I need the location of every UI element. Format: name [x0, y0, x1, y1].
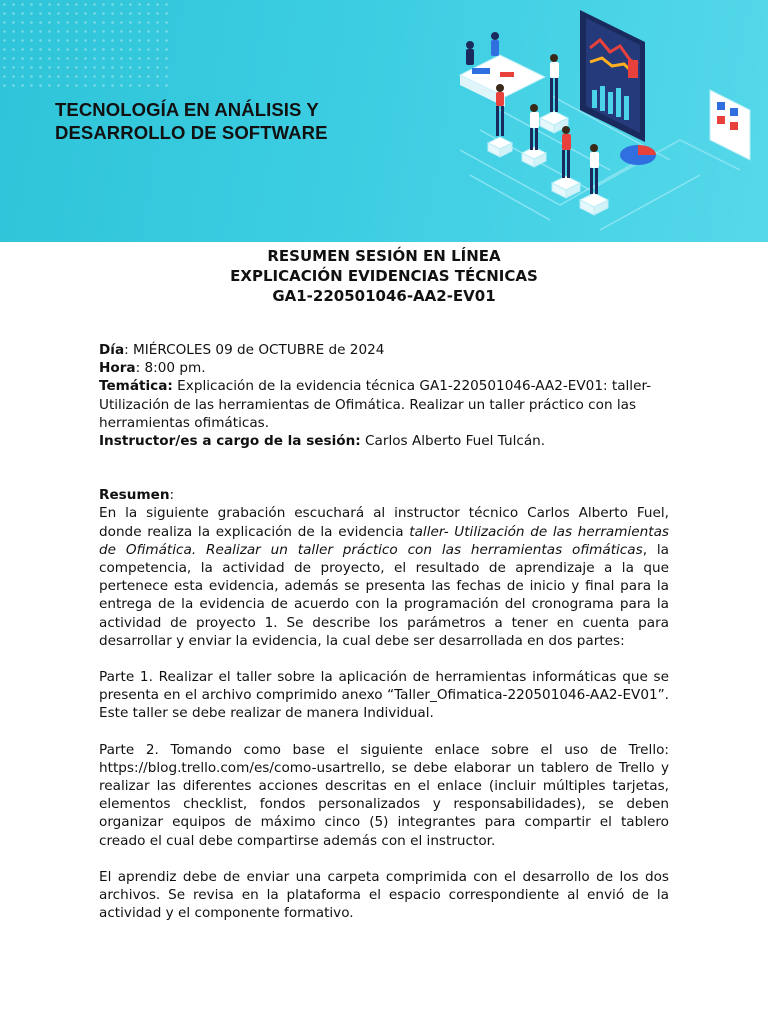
program-title-line1: TECNOLOGÍA EN ANÁLISIS Y — [55, 99, 319, 120]
resumen-colon: : — [169, 487, 175, 504]
program-title-line2: DESARROLLO DE SOFTWARE — [55, 122, 328, 143]
dot-pattern — [0, 0, 170, 90]
instructor-value: Carlos Alberto Fuel Tulcán. — [360, 433, 546, 450]
tematica-label: Temática: — [99, 378, 173, 395]
resumen-label: Resumen — [99, 487, 170, 504]
program-title — [55, 98, 328, 144]
dia-label: Día — [99, 342, 125, 358]
parte2-paragraph: Parte 2. Tomando como base el siguiente enlace sobre el uso de Trello: https://blog.trello.com/es/como-usartrello, se debe elaborar un tablero de Trello y realizar las diferentes acciones descritas en el enlace (incluir múltiples tarjetas, elementos checklist, fondos personalizados y responsabilidades), se deben organizar equipos de máximo cinco (5) integrantes para compartir el tablero creado el cual debe compartirse además con el instructor. — [99, 741, 669, 849]
resumen-paragraph — [99, 504, 669, 650]
hora-row — [99, 359, 669, 377]
resumen-text-b: , la competencia, la actividad de proyecto, el resultado de aprendizaje a la que pertenece esta evidencia, además se presenta las fechas de inicio y final para la entrega de la evidencia de acuerdo con la programación del cronograma para la actividad de proyecto 1. Se describe los parámetros a tener en cuenta para desarrollar y enviar la evidencia, la cual debe ser desarrollada en dos partes: — [99, 541, 670, 649]
header-line3: GA1-220501046-AA2-EV01 — [272, 287, 496, 305]
header-line1: RESUMEN SESIÓN EN LÍNEA — [267, 247, 501, 265]
dia-value: : MIÉRCOLES 09 de OCTUBRE de 2024 — [124, 342, 385, 358]
document-body — [99, 341, 669, 922]
resumen-evidence-title: taller- Utilización de las herramientas de Ofimática. Realizar un taller práctico con las herramientas ofimáticas — [99, 523, 669, 558]
header-line2: EXPLICACIÓN EVIDENCIAS TÉCNICAS — [230, 267, 538, 285]
tematica-row — [99, 377, 669, 432]
hora-label: Hora — [99, 360, 136, 377]
resumen-heading — [99, 486, 669, 504]
header-banner — [0, 0, 768, 242]
cierre-paragraph: El aprendiz debe de enviar una carpeta comprimida con el desarrollo de los dos archivos. Se revisa en la plataforma el espacio correspondiente al envió de la actividad y el componente formativo. — [99, 868, 669, 922]
dia-row — [99, 341, 669, 359]
resumen-text-a: En la siguiente grabación escuchará al instructor técnico Carlos Alberto Fuel, donde realiza la explicación de la evidencia — [99, 505, 669, 540]
instructor-row — [99, 432, 669, 450]
hora-value: : 8:00 pm. — [135, 360, 206, 377]
instructor-label: Instructor/es a cargo de la sesión: — [99, 433, 361, 450]
tematica-value: Explicación de la evidencia técnica GA1-220501046-AA2-EV01: taller- Utilización de las herramientas de Ofimática. Realizar un taller práctico con las herramientas ofimáticas. — [99, 378, 652, 431]
parte1-paragraph: Parte 1. Realizar el taller sobre la aplicación de herramientas informáticas que se presenta en el archivo comprimido anexo “Taller_Ofimatica-220501046-AA2-EV01”. Este taller se debe realizar de manera Individual. — [99, 669, 669, 722]
document-header — [0, 246, 768, 306]
business-analytics-team-illustration — [440, 0, 768, 242]
